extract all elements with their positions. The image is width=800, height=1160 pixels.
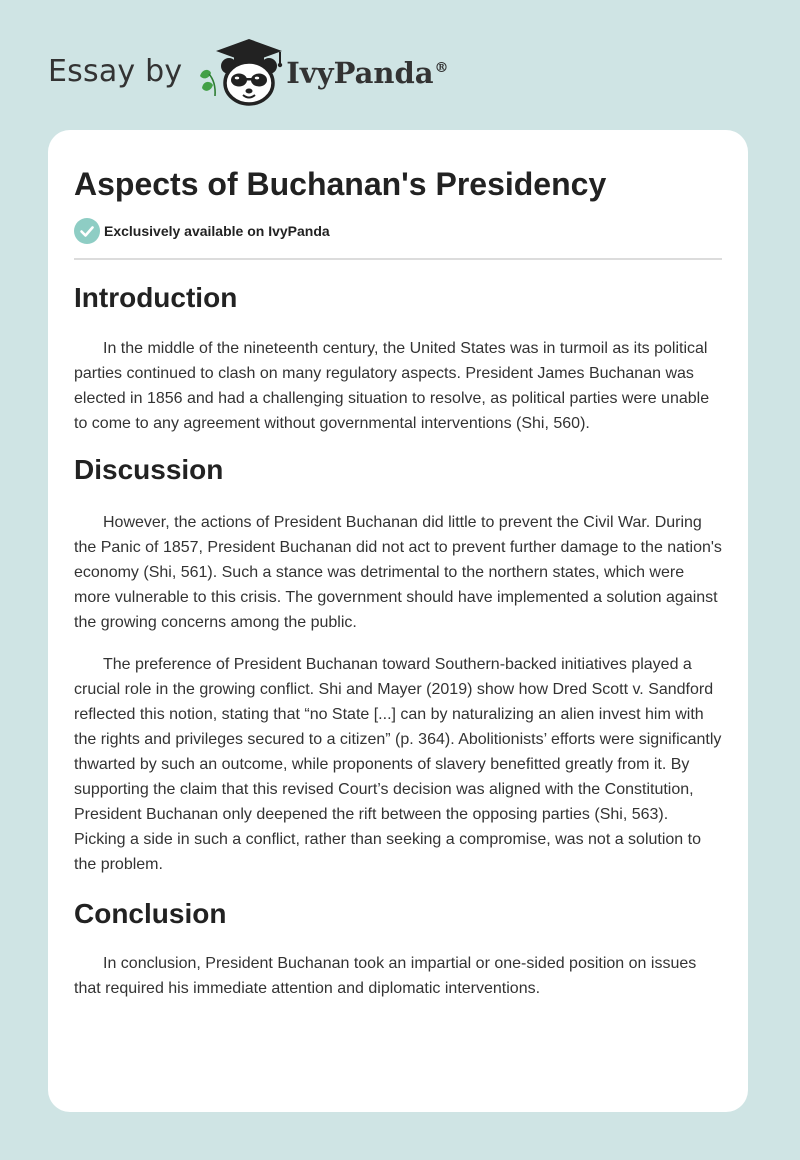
section-heading-introduction: Introduction xyxy=(74,282,238,313)
exclusive-badge xyxy=(74,218,722,244)
panda-graduate-icon[interactable] xyxy=(196,36,288,108)
section-heading-discussion: Discussion xyxy=(74,454,224,485)
paragraph-introduction: In the middle of the nineteenth century, the United States was in turmoil as its political parties continued to clash on many regulatory aspects. President James Buchanan was elected in 1856 and had a challenging situation to resolve, as political parties were unable to come to any agreement without governmental interventions (Shi, 560). xyxy=(74,340,710,432)
paragraph-discussion-1: However, the actions of President Buchanan did little to prevent the Civil War. During the Panic of 1857, President Buchanan did not act to prevent further damage to the nation's economy (Shi, 561). Such a stance was detrimental to the northern states, which were more vulnerable to this crisis. The government should have implemented a solution against the growing concerns among the public. xyxy=(74,514,722,631)
exclusive-badge-text: Exclusively available on IvyPanda xyxy=(104,223,330,239)
essay-card xyxy=(48,130,748,1112)
paragraph-conclusion: In conclusion, President Buchanan took an impartial or one-sided position on issues that required his immediate attention and diplomatic interventions. xyxy=(74,955,697,997)
check-circle-icon xyxy=(74,218,100,244)
brand-name-text: IvyPanda xyxy=(286,56,434,90)
brand-name[interactable] xyxy=(286,56,448,90)
registered-mark: ® xyxy=(434,60,449,77)
paragraph-discussion-2: The preference of President Buchanan toward Southern-backed initiatives played a crucial role in the growing conflict. Shi and Mayer (2019) show how Dred Scott v. Sandford reflected this notion, stating that “no State [...] can by naturalizing an alien invest him with the rights and privileges secured to a citizen” (p. 364). Abolitionists’ efforts were significantly thwarted by such an outcome, while proponents of slavery benefitted greatly from it. By supporting the claim that this revised Court’s decision was aligned with the Constitution, President Buchanan only deepened the rift between the opposing parties (Shi, 563). Picking a side in such a conflict, rather than seeking a compromise, was not a solution to the problem. xyxy=(74,656,722,873)
title-divider xyxy=(74,258,722,260)
page-title: Aspects of Buchanan's Presidency xyxy=(74,166,607,202)
site-header xyxy=(48,36,449,108)
section-heading-conclusion: Conclusion xyxy=(74,898,227,929)
essay-by-label: Essay by xyxy=(48,53,183,89)
